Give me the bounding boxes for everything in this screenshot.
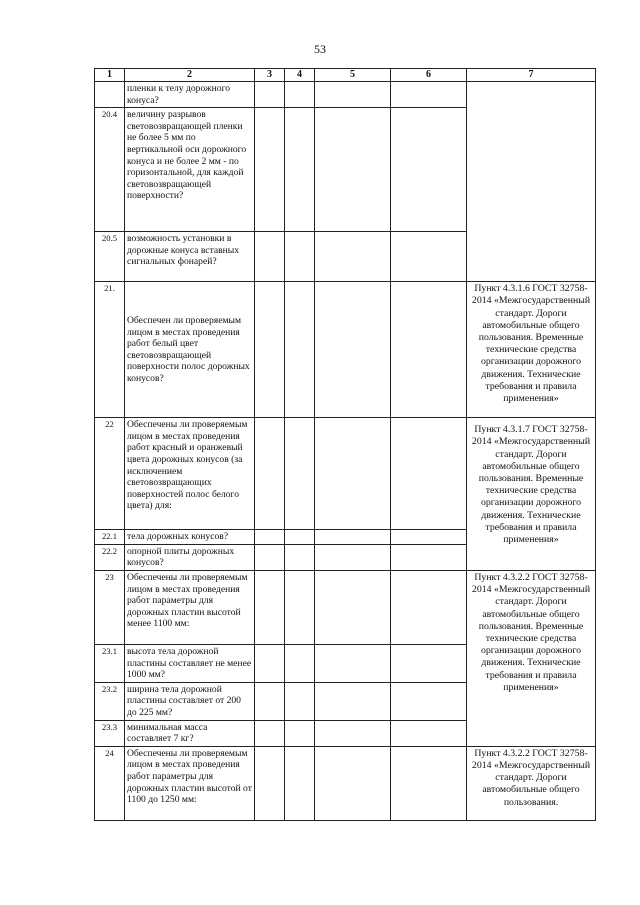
row-number: 22.1 [95, 530, 125, 545]
cell-col5 [315, 720, 391, 746]
col-header-3: 3 [255, 69, 285, 82]
cell-col6 [391, 644, 467, 682]
cell-col4 [285, 570, 315, 644]
row-text: возможность установки в дорожные конуса вставных сигнальных фонарей? [125, 232, 255, 282]
row-number: 23 [95, 570, 125, 644]
cell-col3 [255, 232, 285, 282]
cell-col4 [285, 544, 315, 570]
cell-col5 [315, 530, 391, 545]
cell-col6 [391, 720, 467, 746]
cell-col5 [315, 544, 391, 570]
cell-col5 [315, 570, 391, 644]
gost-reference: Пункт 4.3.1.7 ГОСТ 32758-2014 «Межгосударственный стандарт. Дороги автомобильные общего пользования. Временные технические средства организации дорожного движения. Технические требования и правила применения» [467, 418, 596, 571]
cell-col6 [391, 282, 467, 418]
table-row [95, 282, 596, 418]
row-number: 24 [95, 746, 125, 820]
cell-col6 [391, 544, 467, 570]
row-number: 23.2 [95, 682, 125, 720]
header-row [95, 69, 596, 82]
row-text: величину разрывов световозвращающей пленки не более 5 мм по вертикальной оси дорожного конуса и не более 2 мм - по горизонтальной, для каждой световозвращающей поверхности? [125, 108, 255, 232]
cell-col3 [255, 82, 285, 108]
cell-col6 [391, 746, 467, 820]
cell-col6 [391, 570, 467, 644]
cell-col3 [255, 282, 285, 418]
gost-reference: Пункт 4.3.2.2 ГОСТ 32758-2014 «Межгосударственный стандарт. Дороги автомобильные общего пользования. Временные технические средства организации дорожного движения. Технические требования и правила применения» [467, 570, 596, 746]
cell-col5 [315, 644, 391, 682]
cell-col5 [315, 682, 391, 720]
cell-col4 [285, 720, 315, 746]
cell-col5 [315, 418, 391, 530]
cell-col3 [255, 544, 285, 570]
cell-col4 [285, 282, 315, 418]
cell-col5 [315, 746, 391, 820]
checklist-table [94, 68, 596, 821]
col-header-1: 1 [95, 69, 125, 82]
col-header-6: 6 [391, 69, 467, 82]
cell-col5 [315, 108, 391, 232]
cell-col3 [255, 530, 285, 545]
row-text: высота тела дорожной пластины составляет не менее 1000 мм? [125, 644, 255, 682]
row-text: ширина тела дорожной пластины составляет от 200 до 225 мм? [125, 682, 255, 720]
cell-col4 [285, 232, 315, 282]
row-text: минимальная масса составляет 7 кг? [125, 720, 255, 746]
row-number: 22.2 [95, 544, 125, 570]
cell-col4 [285, 418, 315, 530]
row-number: 20.5 [95, 232, 125, 282]
cell-col6 [391, 82, 467, 108]
cell-col3 [255, 570, 285, 644]
row-text: пленки к телу дорожного конуса? [125, 82, 255, 108]
cell-col4 [285, 108, 315, 232]
cell-col3 [255, 746, 285, 820]
cell-col4 [285, 82, 315, 108]
gost-reference: Пункт 4.3.2.2 ГОСТ 32758-2014 «Межгосударственный стандарт. Дороги автомобильные общего пользования. [467, 746, 596, 820]
cell-col3 [255, 682, 285, 720]
cell-col4 [285, 746, 315, 820]
col-header-7: 7 [467, 69, 596, 82]
cell-col6 [391, 530, 467, 545]
table-row [95, 82, 596, 108]
cell-col6 [391, 682, 467, 720]
cell-col6 [391, 418, 467, 530]
row-number [95, 82, 125, 108]
cell-col6 [391, 232, 467, 282]
cell-col4 [285, 530, 315, 545]
row-text: Обеспечены ли проверяемым лицом в местах проведения работ параметры для дорожных пластин высотой от 1100 до 1250 мм: [125, 746, 255, 820]
cell-col3 [255, 108, 285, 232]
cell-col6 [391, 108, 467, 232]
row-text: тела дорожных конусов? [125, 530, 255, 545]
table-row [95, 418, 596, 530]
table-row [95, 746, 596, 820]
row-text: опорной плиты дорожных конусов? [125, 544, 255, 570]
cell-col3 [255, 720, 285, 746]
row-text: Обеспечены ли проверяемым лицом в местах проведения работ красный и оранжевый цвета дорожных конусов (за исключением световозвращающих поверхностей полос белого цвета) для: [125, 418, 255, 530]
cell-col5 [315, 282, 391, 418]
cell-col7 [467, 82, 596, 282]
row-text: Обеспечены ли проверяемым лицом в местах проведения работ параметры для дорожных пластин высотой менее 1100 мм: [125, 570, 255, 644]
cell-col4 [285, 644, 315, 682]
cell-col3 [255, 644, 285, 682]
row-number: 20.4 [95, 108, 125, 232]
row-number: 23.3 [95, 720, 125, 746]
col-header-2: 2 [125, 69, 255, 82]
gost-reference: Пункт 4.3.1.6 ГОСТ 32758-2014 «Межгосударственный стандарт. Дороги автомобильные общего пользования. Временные технические средства организации дорожного движения. Технические требования и правила применения» [467, 282, 596, 418]
page-number: 53 [314, 42, 326, 56]
row-number: 23.1 [95, 644, 125, 682]
cell-col5 [315, 82, 391, 108]
row-number: 21. [95, 282, 125, 418]
row-number: 22 [95, 418, 125, 530]
col-header-5: 5 [315, 69, 391, 82]
cell-col4 [285, 682, 315, 720]
cell-col3 [255, 418, 285, 530]
cell-col5 [315, 232, 391, 282]
row-text: Обеспечен ли проверяемым лицом в местах проведения работ белый цвет световозвращающей поверхности полос дорожных конусов? [125, 282, 255, 418]
table-row [95, 570, 596, 644]
col-header-4: 4 [285, 69, 315, 82]
